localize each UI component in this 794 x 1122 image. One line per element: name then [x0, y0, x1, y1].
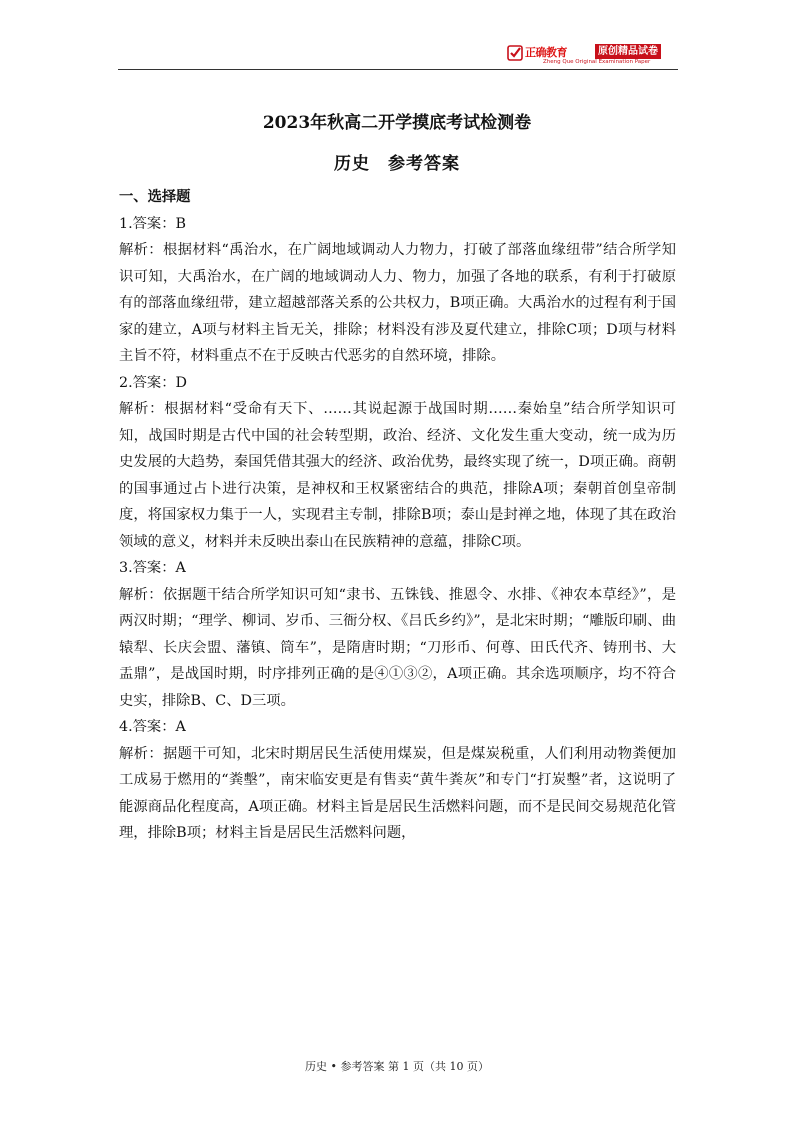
page-footer: 历史 • 参考答案 第 1 页（共 10 页）: [305, 1060, 489, 1073]
logo-tag: 原创精品试卷: [595, 44, 661, 59]
checkmark-icon: [507, 45, 523, 61]
answer-content: [119, 184, 676, 847]
question-1-explanation: 解析：根据材料“禹治水，在广阔地域调动人力物力，打破了部落血缘纽带”结合所学知识可知，大禹治水，在广阔的地域调动人力、物力，加强了各地的联系，有利于打破原有的部落血缘纽带，建立超越部落关系的公共权力，B项正确。大禹治水的过程有利于国家的建立，A项与材料主旨无关，排除；材料没有涉及夏代建立，排除C项；D项与材料主旨不符，材料重点不在于反映古代恶劣的自然环境，排除。: [119, 242, 676, 364]
question-1-answer: 1.答案：B: [119, 215, 187, 232]
question-3-answer: 3.答案：A: [119, 560, 186, 576]
question-2-answer: 2.答案：D: [119, 374, 187, 391]
logo-name: 正确教育: [525, 46, 567, 59]
logo-subtitle: Zheng Que Original Examination Paper: [543, 59, 651, 65]
question-2-explanation: 解析：根据材料“受命有天下、……其说起源于战国时期……秦始皇”结合所学知识可知，战国时期是古代中国的社会转型期，政治、经济、文化发生重大变动，统一成为历史发展的大趋势，秦国凭借其强大的经济、政治优势，最终实现了统一，D项正确。商朝的国事通过占卜进行决策，是神权和王权紧密结合的典范，排除A项；秦朝首创皇帝制度，将国家权力集于一人，实现君主专制，排除B项；泰山是封禅之地，体现了其在政治领域的意义，材料并未反映出泰山在民族精神的意蕴，排除C项。: [119, 401, 676, 550]
page-title: 2023年秋高二开学摸底考试检测卷: [262, 113, 532, 133]
question-3-explanation: 解析：依据题干结合所学知识可知“隶书、五铢钱、推恩令、水排、《神农本草经》”，是两汉时期；“理学、柳词、岁币、三衙分权、《吕氏乡约》”，是北宋时期；“雕版印刷、曲辕犁、长庆会盟、藩镇、筒车”，是隋唐时期；“刀形币、何尊、田氏代齐、铸刑书、大盂鼎”，是战国时期，时序排列正确的是④①③②，A项正确。其余选项顺序，均不符合史实，排除B、C、D三项。: [119, 586, 676, 709]
publisher-logo: [507, 44, 679, 67]
page-subtitle: 历史 参考答案: [334, 154, 460, 174]
question-4-answer: 4.答案：A: [119, 719, 186, 735]
header-divider: [118, 69, 678, 70]
section-title: 一、选择题: [119, 189, 191, 205]
question-4-explanation: 解析：据题干可知，北宋时期居民生活使用煤炭，但是煤炭税重，人们利用动物粪便加工成易于燃用的“粪墼”，南宋临安更是有售卖“黄牛粪灰”和专门“打炭墼”者，这说明了能源商品化程度高，A项正确。材料主旨是居民生活燃料问题，而不是民间交易规范化管理，排除B项；材料主旨是居民生活燃料问题，: [119, 745, 676, 841]
